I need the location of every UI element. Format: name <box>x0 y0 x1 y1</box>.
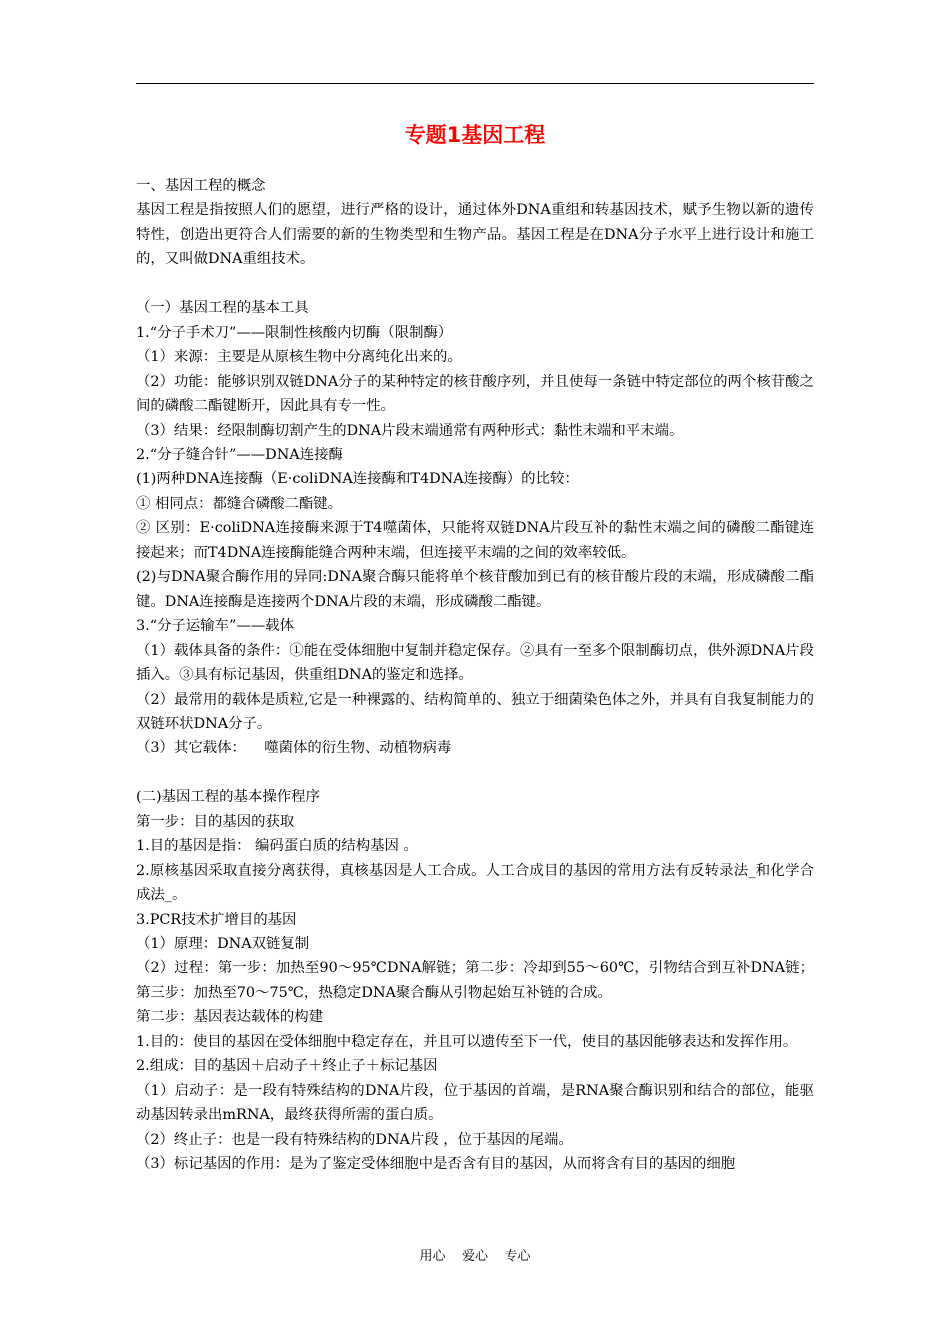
document-body <box>136 174 814 1177</box>
paragraph: 第二步：基因表达载体的构建 <box>136 1009 324 1026</box>
page-footer: 用心 爱心 专心 <box>419 1249 531 1264</box>
paragraph: 3.PCR技术扩增目的基因 <box>136 911 297 928</box>
paragraph: 1.“分子手术刀”——限制性核酸内切酶（限制酶） <box>136 324 453 341</box>
paragraph: （1）启动子：是一段有特殊结构的DNA片段，位于基因的首端，是RNA聚合酶识别和结合的部位，能驱动基因转录出mRNA，最终获得所需的蛋白质。 <box>136 1082 814 1124</box>
paragraph: （3）其它载体： 噬菌体的衍生物、动植物病毒 <box>136 740 452 757</box>
paragraph: （3）结果：经限制酶切割产生的DNA片段末端通常有两种形式：黏性末端和平末端。 <box>136 422 684 439</box>
paragraph: ② 区别：E·coliDNA连接酶来源于T4噬菌体，只能将双链DNA片段互补的黏性末端之间的磷酸二酯键连接起来；而T4DNA连接酶能缝合两种末端，但连接平末端的之间的效率较低。 <box>136 520 814 561</box>
paragraph: 第一步：目的基因的获取 <box>136 813 295 830</box>
blank-line <box>136 761 814 785</box>
paragraph: （2）最常用的载体是质粒,它是一种裸露的、结构简单的、独立于细菌染色体之外，并具有自我复制能力的双链环状DNA分子。 <box>136 691 814 732</box>
blank-line <box>136 272 814 296</box>
paragraph: 1.目的基因是指： 编码蛋白质的结构基因 。 <box>136 838 418 855</box>
paragraph: (2)与DNA聚合酶作用的异同:DNA聚合酶只能将单个核苷酸加到已有的核苷酸片段的末端，形成磷酸二酯键。DNA连接酶是连接两个DNA片段的末端，形成磷酸二酯键。 <box>136 569 814 610</box>
paragraph: (二)基因工程的基本操作程序 <box>136 789 320 806</box>
paragraph: （2）功能：能够识别双链DNA分子的某种特定的核苷酸序列，并且使每一条链中特定部位的两个核苷酸之间的磷酸二酯键断开，因此具有专一性。 <box>136 373 814 415</box>
paragraph: ① 相同点：都缝合磷酸二酯键。 <box>136 495 343 512</box>
header-rule <box>136 83 814 84</box>
paragraph: 3.“分子运输车”——载体 <box>136 618 294 635</box>
paragraph: （一）基因工程的基本工具 <box>136 300 309 317</box>
paragraph: 2.原核基因采取直接分离获得，真核基因是人工合成。人工合成目的基因的常用方法有反转录法_和化学合成法_。 <box>136 862 814 904</box>
page-title: 专题1基因工程 <box>404 123 546 147</box>
paragraph: 一、基因工程的概念 <box>136 178 266 194</box>
paragraph: （1）载体具备的条件：①能在受体细胞中复制并稳定保存。②具有一至多个限制酶切点，供外源DNA片段插入。③具有标记基因，供重组DNA的鉴定和选择。 <box>136 642 814 684</box>
paragraph: 基因工程是指按照人们的愿望，进行严格的设计，通过体外DNA重组和转基因技术，赋予生物以新的遗传特性，创造出更符合人们需要的新的生物类型和生物产品。基因工程是在DNA分子水平上进行设计和施工的，又叫做DNA重组技术。 <box>136 202 814 268</box>
paragraph: 2.“分子缝合针”——DNA连接酶 <box>136 446 343 463</box>
paragraph: （1）原理：DNA双链复制 <box>136 936 310 953</box>
paragraph: （2）过程：第一步：加热至90～95℃DNA解链；第二步：冷却到55～60℃，引物结合到互补DNA链；第三步：加热至70～75℃，热稳定DNA聚合酶从引物起始互补链的合成。 <box>136 960 814 1001</box>
paragraph: 2.组成：目的基因＋启动子＋终止子＋标记基因 <box>136 1058 438 1075</box>
paragraph: （1）来源：主要是从原核生物中分离纯化出来的。 <box>136 349 462 366</box>
paragraph: （3）标记基因的作用：是为了鉴定受体细胞中是否含有目的基因，从而将含有目的基因的细胞 <box>136 1156 736 1173</box>
paragraph: 1.目的：使目的基因在受体细胞中稳定存在，并且可以遗传至下一代，使目的基因能够表达和发挥作用。 <box>136 1033 798 1050</box>
paragraph: （2）终止子：也是一段有特殊结构的DNA片段 ，位于基因的尾端。 <box>136 1131 573 1148</box>
paragraph: (1)两种DNA连接酶（E·coliDNA连接酶和T4DNA连接酶）的比较： <box>136 471 579 488</box>
